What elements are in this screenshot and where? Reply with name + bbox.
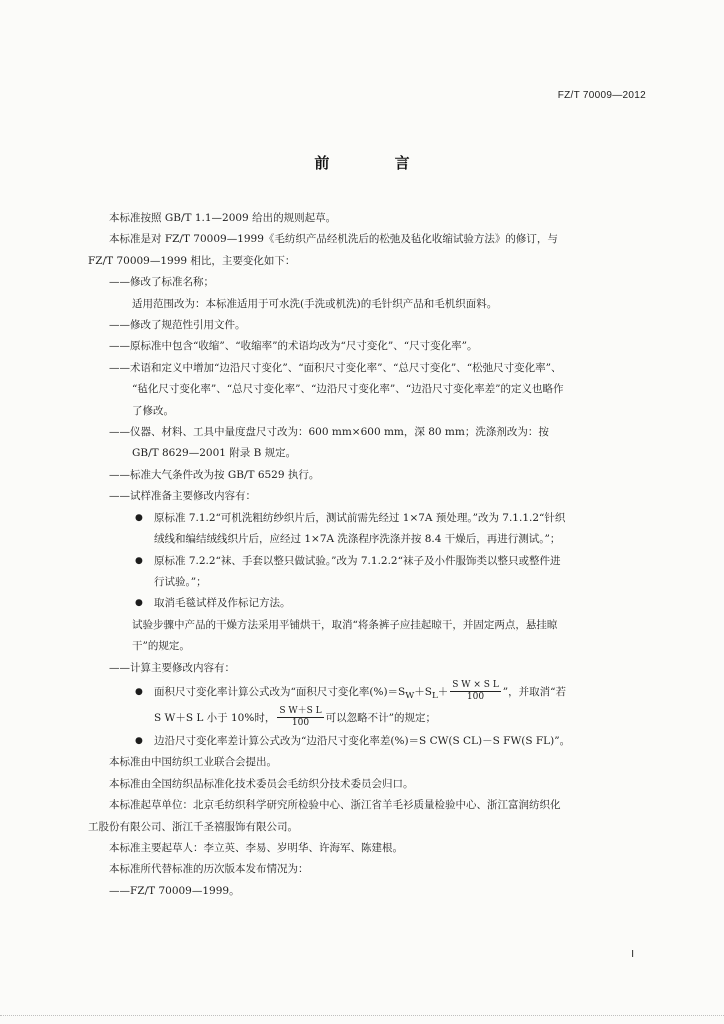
bullet-item — [88, 593, 654, 614]
bullet-text: 原标准 7.2.2“袜、手套以整只做试验。”改为 7.1.2.2“袜子及小件服饰类以整只或整件进 — [154, 554, 561, 567]
text-line: “毡化尺寸变化率”、“总尺寸变化率”、“边沿尺寸变化率”、“边沿尺寸变化率差”的定义也略作 — [132, 383, 564, 396]
foreword-body — [88, 208, 654, 902]
fraction — [450, 680, 501, 703]
formula-pre: 面积尺寸变化率计算公式改为“面积尺寸变化率(%)＝S — [154, 685, 406, 698]
fraction-numerator: S W × S L — [452, 680, 499, 691]
bullet-item — [88, 508, 654, 529]
text-line: 绒线和编结绒线织片后，应经过 1×7A 洗涤程序洗涤并按 8.4 干燥后，再进行测试。”； — [154, 533, 561, 546]
formula-post: 可以忽略不计”的规定； — [325, 711, 436, 724]
bullet-text: 取消毛毯试样及作标记方法。 — [154, 597, 291, 610]
fraction-numerator: S W＋S L — [279, 706, 322, 717]
dash-item: ——修改了规范性引用文件。 — [109, 319, 246, 332]
dash-item: ——计算主要修改内容有： — [109, 661, 235, 674]
formula-plus: ＋S — [414, 685, 432, 698]
bullet-text: 边沿尺寸变化率差计算公式改为“边沿尺寸变化率差(%)＝S CW(S CL)－S FW(S FL)”。 — [154, 734, 571, 747]
text-line: 本标准由中国纺织工业联合会提出。 — [109, 756, 277, 769]
dash-item: ——修改了标准名称； — [109, 276, 214, 289]
text-line: 行试验。”； — [154, 575, 207, 588]
bullet-icon: ● — [135, 598, 143, 609]
dash-item: ——原标准中包含“收缩”、“收缩率”的术语均改为“尺寸变化”、“尺寸变化率”。 — [109, 340, 478, 353]
bullet-item — [88, 731, 654, 752]
bullet-icon: ● — [135, 735, 143, 746]
scan-edge-divider — [0, 1015, 724, 1018]
dash-item: ——仪器、材料、工具中量度盘尺寸改为：600 mm×600 mm，深 80 mm；洗涤剂改为：按 — [109, 426, 549, 439]
text-line: 本标准按照 GB/T 1.1—2009 给出的规则起草。 — [109, 212, 337, 224]
dash-item: ——标准大气条件改为按 GB/T 6529 执行。 — [109, 468, 320, 481]
page-title: 前 言 — [314, 154, 440, 172]
text-line: 工股份有限公司、浙江千圣禧服饰有限公司。 — [88, 820, 298, 833]
standard-code: FZ/T 70009—2012 — [557, 90, 646, 101]
formula-pre: S W＋S L 小于 10%时， — [154, 711, 276, 724]
page-number: I — [631, 949, 634, 960]
text-line: 本标准主要起草人：李立英、李易、岁明华、许海军、陈建根。 — [109, 841, 403, 854]
text-line: 本标准起草单位：北京毛纺织科学研究所检验中心、浙江省羊毛衫质量检验中心、浙江富润纺织化 — [109, 799, 561, 812]
text-line: 试验步骤中产品的干燥方法采用平铺烘干，取消“将条裤子应挂起晾干，并固定两点，悬挂晾 — [132, 618, 558, 631]
text-line: 干”的规定。 — [132, 640, 190, 653]
text-line: 本标准是对 FZ/T 70009—1999《毛纺织产品经机洗后的松弛及毡化收缩试验方法》的修订，与 — [109, 233, 558, 246]
subscript: W — [405, 691, 415, 702]
bullet-item — [88, 551, 654, 572]
subscript: L — [431, 691, 438, 702]
bullet-icon: ● — [135, 512, 143, 523]
formula-text — [132, 680, 567, 703]
text-line: 本标准所代替标准的历次版本发布情况为： — [109, 863, 309, 876]
formula-post: ”，并取消“若 — [502, 685, 567, 698]
bullet-icon: ● — [135, 686, 143, 697]
bullet-text: 原标准 7.1.2“可机洗粗纺纱织片后，测试前需先经过 1×7A 预处理。”改为 7.1.1.2“针织 — [154, 511, 566, 524]
text-line: 适用范围改为：本标准适用于可水洗(手洗或机洗)的毛针织产品和毛机织面料。 — [132, 297, 498, 310]
formula-plus: ＋ — [437, 685, 449, 698]
fraction-denominator: 100 — [291, 718, 310, 729]
text-line: ——FZ/T 70009—1999。 — [109, 884, 240, 897]
formula-bullet — [88, 679, 654, 705]
text-line: 了修改。 — [132, 404, 174, 417]
formula-line — [88, 705, 654, 731]
fraction — [277, 706, 323, 729]
text-line: GB/T 8629—2001 附录 B 规定。 — [132, 447, 297, 460]
dash-item: ——术语和定义中增加“边沿尺寸变化”、“面积尺寸变化率”、“总尺寸变化”、“松弛尺寸变化率”、 — [109, 361, 562, 374]
text-line: 本标准由全国纺织品标准化技术委员会毛纺织分技术委员会归口。 — [109, 777, 414, 790]
bullet-icon: ● — [135, 555, 143, 566]
text-line: FZ/T 70009—1999 相比，主要变化如下： — [88, 254, 296, 267]
dash-item: ——试样准备主要修改内容有： — [109, 490, 256, 503]
fraction-denominator: 100 — [466, 692, 485, 703]
